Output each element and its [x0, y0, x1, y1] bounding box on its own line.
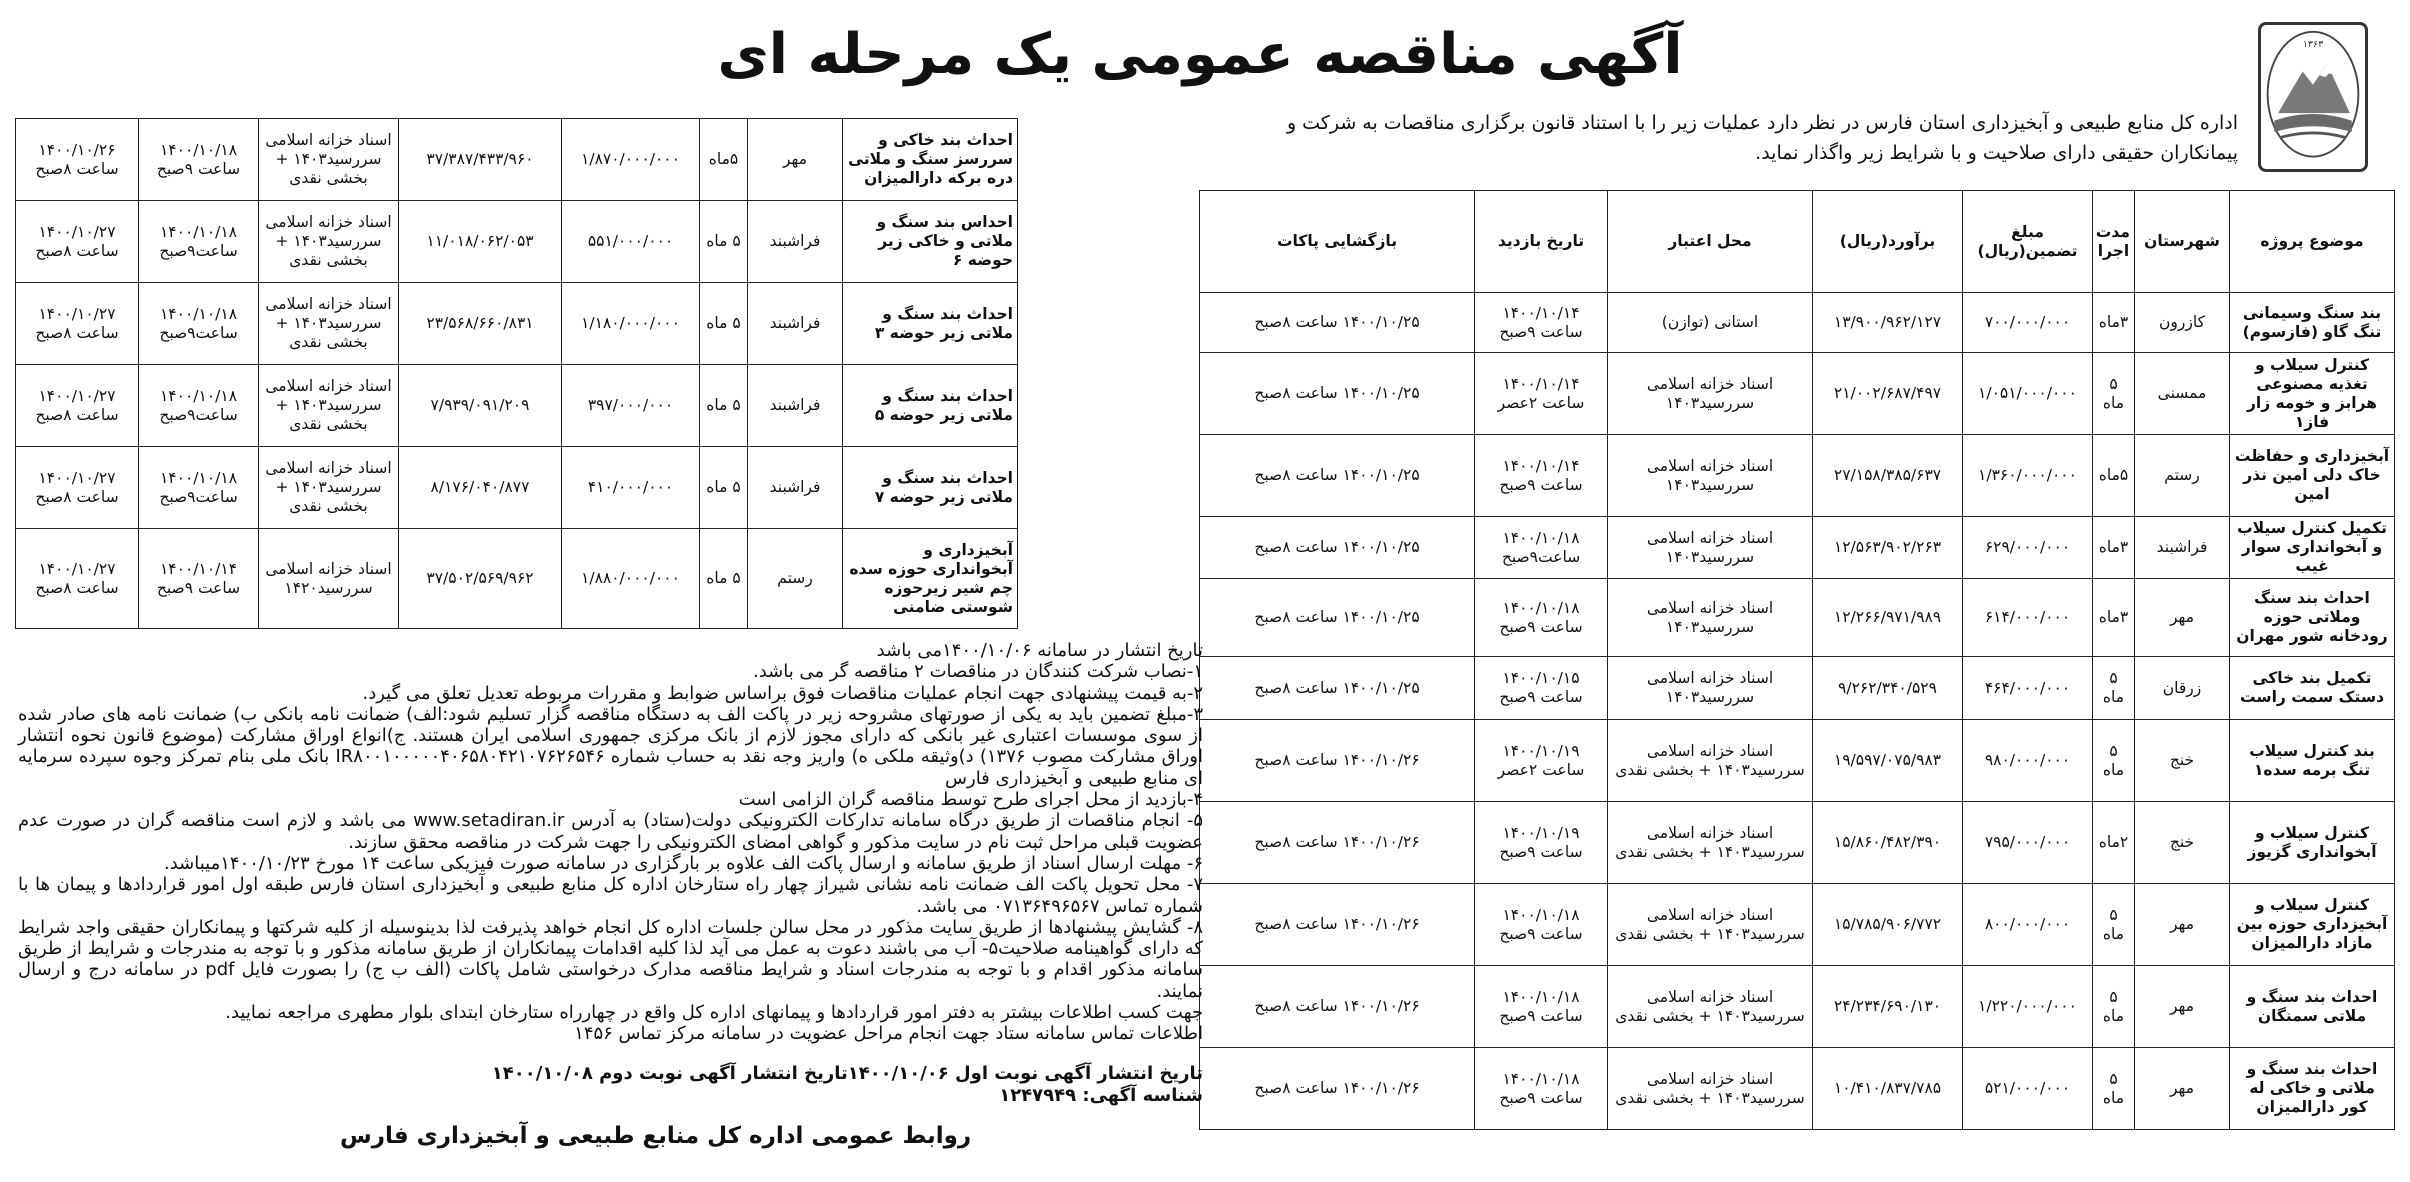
cell-duration: ۵ ماه: [700, 283, 748, 365]
cell-duration: ۵ ماه: [2093, 966, 2135, 1048]
cell-guarantee: ۱/۰۵۱/۰۰۰/۰۰۰: [1963, 353, 2093, 435]
cell-opening: ۱۴۰۰/۱۰/۲۶ ساعت ۸صبح: [16, 119, 139, 201]
cell-guarantee: ۹۸۰/۰۰۰/۰۰۰: [1963, 720, 2093, 802]
cell-visit: ۱۴۰۰/۱۰/۱۸ ساعت۹صبح: [139, 201, 259, 283]
cell-estimate: ۹/۲۶۲/۳۴۰/۵۲۹: [1813, 657, 1963, 720]
cell-duration: ۵ ماه: [2093, 1048, 2135, 1130]
cell-duration: ۵ ماه: [2093, 353, 2135, 435]
cell-funding: استانی (توازن): [1608, 293, 1813, 353]
cell-opening: ۱۴۰۰/۱۰/۲۷ ساعت ۸صبح: [16, 447, 139, 529]
cell-funding: اسناد خزانه اسلامی سررسید۱۴۰۳: [1608, 517, 1813, 579]
table-row: [16, 119, 1018, 201]
cell-project: تکمیل کنترل سیلاب و آبخوانداری سوار غیب: [2230, 517, 2395, 579]
cell-duration: ۵ ماه: [700, 447, 748, 529]
table-row: [1200, 517, 2395, 579]
cell-estimate: ۱۳/۹۰۰/۹۶۲/۱۲۷: [1813, 293, 1963, 353]
cell-project: تکمیل بند خاکی دستک سمت راست: [2230, 657, 2395, 720]
cell-visit: ۱۴۰۰/۱۰/۱۸ ساعت ۹صبح: [139, 119, 259, 201]
cell-visit: ۱۴۰۰/۱۰/۱۹ ساعت ۹صبح: [1475, 802, 1608, 884]
cell-estimate: ۸/۱۷۶/۰۴۰/۸۷۷: [399, 447, 562, 529]
table-header-row: [1200, 191, 2395, 293]
cell-estimate: ۱۲/۲۶۶/۹۷۱/۹۸۹: [1813, 579, 1963, 657]
cell-visit: ۱۴۰۰/۱۰/۱۴ ساعت ۹صبح: [1475, 435, 1608, 517]
cell-project: احداث بند خاکی و سررسز سنگ و ملاتی دره برکه دارالمیزان: [843, 119, 1018, 201]
cell-guarantee: ۵۲۱/۰۰۰/۰۰۰: [1963, 1048, 2093, 1130]
cell-funding: اسناد خزانه اسلامی سررسید۱۴۰۳ + بخشی نقدی: [259, 201, 399, 283]
cell-duration: ۳ماه: [2093, 293, 2135, 353]
note-line: جهت کسب اطلاعات بیشتر به دفتر امور قراردادها و پیمانهای اداره کل واقع در چهارراه ستارخان ابتدای بلوار مطهری مراجعه نمایید.: [225, 1002, 1203, 1024]
table-row: [1200, 353, 2395, 435]
notice-title: آگهی مناقصه عمومی یک مرحله ای: [717, 22, 1683, 87]
cell-funding: اسناد خزانه اسلامی سررسید۱۴۰۳ + بخشی نقدی: [259, 447, 399, 529]
cell-project: احداث بند سنگ و ملاتی و خاکی له کور دارالمیزان: [2230, 1048, 2395, 1130]
cell-opening: ۱۴۰۰/۱۰/۲۶ ساعت ۸صبح: [1200, 802, 1475, 884]
notice-id: شناسه آگهی: ۱۲۴۷۹۴۹: [999, 1085, 1203, 1106]
cell-estimate: ۲۱/۰۰۲/۶۸۷/۴۹۷: [1813, 353, 1963, 435]
cell-duration: ۵ ماه: [2093, 884, 2135, 966]
cell-project: بند سنگ وسیمانی تنگ گاو (فازسوم): [2230, 293, 2395, 353]
cell-visit: ۱۴۰۰/۱۰/۱۸ ساعت۹صبح: [139, 283, 259, 365]
cell-guarantee: ۷۰۰/۰۰۰/۰۰۰: [1963, 293, 2093, 353]
cell-city: زرقان: [2135, 657, 2230, 720]
table-row: [1200, 802, 2395, 884]
cell-project: بند کنترل سیلاب تنگ برمه سده۱: [2230, 720, 2395, 802]
cell-guarantee: ۶۱۴/۰۰۰/۰۰۰: [1963, 579, 2093, 657]
cell-duration: ۵ماه: [700, 119, 748, 201]
cell-project: احداس بند سنگ و ملاتی و خاکی زیر حوضه ۶: [843, 201, 1018, 283]
cell-visit: ۱۴۰۰/۱۰/۱۸ ساعت۹صبح: [1475, 517, 1608, 579]
cell-visit: ۱۴۰۰/۱۰/۱۴ ساعت ۹صبح: [1475, 293, 1608, 353]
cell-city: مهر: [2135, 966, 2230, 1048]
cell-guarantee: ۱/۸۸۰/۰۰۰/۰۰۰: [562, 529, 700, 629]
org-logo: [2258, 22, 2368, 172]
cell-funding: اسناد خزانه اسلامی سررسید۱۴۰۳ + بخشی نقدی: [1608, 966, 1813, 1048]
note-line: ۲-به قیمت پیشنهادی جهت انجام عملیات مناقصات فوق براساس ضوابط و مقررات مربوطه تعدیل تعلق می گیرد.: [362, 682, 1203, 704]
cell-guarantee: ۴۱۰/۰۰۰/۰۰۰: [562, 447, 700, 529]
cell-opening: ۱۴۰۰/۱۰/۲۵ ساعت ۸صبح: [1200, 579, 1475, 657]
cell-project: احداث بند سنگ و ملاتی زیر حوضه ۳: [843, 283, 1018, 365]
cell-visit: ۱۴۰۰/۱۰/۱۵ ساعت ۹صبح: [1475, 657, 1608, 720]
note-line: ۶- مهلت ارسال اسناد از طریق سامانه و ارسال پاکت الف علاوه بر بارگزاری در سامانه صورت فیزیکی ساعت ۱۴ مورخ ۱۴۰۰/۱۰/۲۳میباشد.: [164, 852, 1203, 874]
cell-visit: ۱۴۰۰/۱۰/۱۸ ساعت۹صبح: [139, 447, 259, 529]
tenders-table-right: [1199, 190, 2395, 1130]
note-line: اطلاعات تماس سامانه ستاد جهت انجام مراحل عضویت در سامانه مرکز تماس ۱۴۵۶: [574, 1023, 1203, 1045]
cell-opening: ۱۴۰۰/۱۰/۲۵ ساعت ۸صبح: [1200, 657, 1475, 720]
note-line: ۳-مبلغ تضمین باید به یکی از صورتهای مشروحه زیر در پاکت الف به دستگاه مناقصه گزار تسلیم شود:الف) ضمانت نامه بانکی ب) ضمانت نامه های صادر شده از سوی موسسات اعتباری غیر بانکی که دارای مجوز لازم از بانک مرکزی جمهوری اسلامی ایران هستند. ج)انواع اوراق مشارکت (موضوع قانون نحوه انتشار اوراق مشارکت مصوب ۱۳۷۶) د)وثیقه ملکی ه) واریز وجه نقد به حساب شماره IR۸۰۰۱۰۰۰۰۰۴۰۶۵۸۰۴۲۱۰۷۶۲۶۵۴۶ بانک ملی بنام تمرکز وجوه سپرده سرمایه ای منابع طبیعی و آبخیزداری فارس: [18, 703, 1203, 789]
cell-city: خنج: [2135, 720, 2230, 802]
table-row: [1200, 720, 2395, 802]
cell-duration: ۵ ماه: [2093, 657, 2135, 720]
table-row: [1200, 293, 2395, 353]
cell-guarantee: ۵۵۱/۰۰۰/۰۰۰: [562, 201, 700, 283]
cell-duration: ۵ ماه: [700, 201, 748, 283]
cell-estimate: ۱۵/۸۶۰/۴۸۲/۳۹۰: [1813, 802, 1963, 884]
table-row: [1200, 966, 2395, 1048]
note-line: ۱-نصاب شرکت کنندگان در مناقصات ۲ مناقصه گر می باشد.: [752, 661, 1203, 683]
cell-opening: ۱۴۰۰/۱۰/۲۵ ساعت ۸صبح: [1200, 517, 1475, 579]
cell-guarantee: ۷۹۵/۰۰۰/۰۰۰: [1963, 802, 2093, 884]
cell-city: فراشبند: [748, 201, 843, 283]
cell-city: فراشبند: [748, 283, 843, 365]
header-project: موضوع پروژه: [2230, 191, 2395, 293]
cell-funding: اسناد خزانه اسلامی سررسید۱۴۰۳ + بخشی نقدی: [259, 365, 399, 447]
cell-funding: اسناد خزانه اسلامی سررسید۱۴۰۳ + بخشی نقدی: [259, 283, 399, 365]
note-line: ۵- انجام مناقصات از طریق درگاه سامانه تدارکات الکترونیکی دولت(ستاد) به آدرس www.setadiran.ir می باشد و لازم است مناقصه گران در صورت عدم عضویت قبلی مراحل ثبت نام در سایت مذکور و گواهی امضای الکترونیکی را جهت شرکت در مناقصه محقق سازند.: [18, 810, 1204, 853]
note-line: ۴-بازدید از محل اجرای طرح توسط مناقصه گران الزامی است: [738, 789, 1203, 811]
cell-guarantee: ۱/۸۷۰/۰۰۰/۰۰۰: [562, 119, 700, 201]
cell-visit: ۱۴۰۰/۱۰/۱۸ ساعت۹صبح: [139, 365, 259, 447]
cell-estimate: ۱۹/۵۹۷/۰۷۵/۹۸۳: [1813, 720, 1963, 802]
header-guarantee: مبلغ تضمین(ریال): [1963, 191, 2093, 293]
cell-funding: اسناد خزانه اسلامی سررسید۱۴۰۳ + بخشی نقدی: [259, 119, 399, 201]
cell-project: کنترل سیلاب و تغذیه مصنوعی هرابز و خومه زار فاز۱: [2230, 353, 2395, 435]
cell-opening: ۱۴۰۰/۱۰/۲۵ ساعت ۸صبح: [1200, 435, 1475, 517]
tenders-table-left: [15, 118, 1018, 629]
cell-visit: ۱۴۰۰/۱۰/۱۸ ساعت ۹صبح: [1475, 1048, 1608, 1130]
cell-city: مهر: [2135, 579, 2230, 657]
header-city: شهرستان: [2135, 191, 2230, 293]
header-funding: محل اعتبار: [1608, 191, 1813, 293]
cell-opening: ۱۴۰۰/۱۰/۲۶ ساعت ۸صبح: [1200, 884, 1475, 966]
cell-visit: ۱۴۰۰/۱۰/۱۸ ساعت ۹صبح: [1475, 966, 1608, 1048]
cell-estimate: ۱۰/۴۱۰/۸۳۷/۷۸۵: [1813, 1048, 1963, 1130]
cell-project: احداث بند سنگ و ملاتی زیر حوضه ۵: [843, 365, 1018, 447]
header-estimate: برآورد(ریال): [1813, 191, 1963, 293]
cell-funding: اسناد خزانه اسلامی سررسید۱۴۰۳ + بخشی نقدی: [1608, 1048, 1813, 1130]
cell-funding: اسناد خزانه اسلامی سررسید۱۴۰۳: [1608, 657, 1813, 720]
cell-duration: ۵ ماه: [700, 529, 748, 629]
table-row: [1200, 1048, 2395, 1130]
cell-opening: ۱۴۰۰/۱۰/۲۶ ساعت ۸صبح: [1200, 720, 1475, 802]
cell-city: مهر: [748, 119, 843, 201]
cell-project: آبخیزداری و حفاظت خاک دلی امین نذر امین: [2230, 435, 2395, 517]
cell-duration: ۲ماه: [2093, 802, 2135, 884]
cell-guarantee: ۱/۲۲۰/۰۰۰/۰۰۰: [1963, 966, 2093, 1048]
cell-city: رستم: [2135, 435, 2230, 517]
header-visit: تاریخ بازدید: [1475, 191, 1608, 293]
cell-estimate: ۳۷/۵۰۲/۵۶۹/۹۶۲: [399, 529, 562, 629]
publication-info: [18, 1063, 1203, 1107]
table-row: [1200, 579, 2395, 657]
cell-guarantee: ۱/۳۶۰/۰۰۰/۰۰۰: [1963, 435, 2093, 517]
cell-estimate: ۲۷/۱۵۸/۳۸۵/۶۳۷: [1813, 435, 1963, 517]
cell-estimate: ۱۵/۷۸۵/۹۰۶/۷۷۲: [1813, 884, 1963, 966]
cell-guarantee: ۶۲۹/۰۰۰/۰۰۰: [1963, 517, 2093, 579]
cell-duration: ۵ ماه: [2093, 720, 2135, 802]
table-row: [16, 447, 1018, 529]
signature: روابط عمومی اداره کل منابع طبیعی و آبخیزداری فارس: [340, 1123, 972, 1149]
cell-visit: ۱۴۰۰/۱۰/۱۴ ساعت ۹صبح: [139, 529, 259, 629]
cell-duration: ۳ماه: [2093, 517, 2135, 579]
cell-opening: ۱۴۰۰/۱۰/۲۷ ساعت ۸صبح: [16, 201, 139, 283]
cell-duration: ۵ماه: [2093, 435, 2135, 517]
cell-funding: اسناد خزانه اسلامی سررسید۱۴۰۳ + بخشی نقدی: [1608, 884, 1813, 966]
cell-city: رستم: [748, 529, 843, 629]
cell-opening: ۱۴۰۰/۱۰/۲۵ ساعت ۸صبح: [1200, 353, 1475, 435]
cell-funding: اسناد خزانه اسلامی سررسید۱۴۰۳: [1608, 435, 1813, 517]
table-row: [16, 201, 1018, 283]
cell-city: مهر: [2135, 884, 2230, 966]
cell-project: احداث بند سنگ و ملاتی سمنگان: [2230, 966, 2395, 1048]
cell-funding: اسناد خزانه اسلامی سررسید۱۴۰۳ + بخشی نقدی: [1608, 802, 1813, 884]
cell-guarantee: ۱/۱۸۰/۰۰۰/۰۰۰: [562, 283, 700, 365]
header-opening: بازگشایی پاکات: [1200, 191, 1475, 293]
cell-project: کنترل سیلاب و آبخوانداری گزیوز: [2230, 802, 2395, 884]
cell-project: آبخیزداری و آبخوانداری حوزه سده چم شیر زیرحوزه شوستی ضامنی: [843, 529, 1018, 629]
note-line: تاریخ انتشار در سامانه ۱۴۰۰/۱۰/۰۶می باشد: [876, 640, 1203, 661]
cell-visit: ۱۴۰۰/۱۰/۱۸ ساعت ۹صبح: [1475, 884, 1608, 966]
mountain-logo-icon: [2261, 25, 2365, 169]
logo-year: ۱۳۶۳: [2302, 38, 2324, 50]
notice-conditions: [18, 640, 1203, 1045]
cell-funding: اسناد خزانه اسلامی سررسید۱۴۰۳: [1608, 353, 1813, 435]
cell-visit: ۱۴۰۰/۱۰/۱۸ ساعت ۹صبح: [1475, 579, 1608, 657]
cell-project: کنترل سیلاب و آبخیزداری حوزه بین مازاد دارالمیزان: [2230, 884, 2395, 966]
cell-opening: ۱۴۰۰/۱۰/۲۵ ساعت ۸صبح: [1200, 293, 1475, 353]
intro-text: اداره کل منابع طبیعی و آبخیزداری استان فارس در نظر دارد عملیات زیر را با استناد قانون برگزاری مناقصات به شرکت و پیمانکاران حقیقی دارای صلاحیت و با شرایط زیر واگذار نماید.: [1286, 112, 2238, 164]
cell-project: احداث بند سنگ وملاتی حوزه رودخانه شور مهران: [2230, 579, 2395, 657]
cell-guarantee: ۳۹۷/۰۰۰/۰۰۰: [562, 365, 700, 447]
cell-estimate: ۳۷/۳۸۷/۴۳۳/۹۶۰: [399, 119, 562, 201]
table-row: [16, 529, 1018, 629]
cell-project: احداث بند سنگ و ملاتی زیر حوضه ۷: [843, 447, 1018, 529]
cell-guarantee: ۴۶۴/۰۰۰/۰۰۰: [1963, 657, 2093, 720]
cell-visit: ۱۴۰۰/۱۰/۱۹ ساعت ۲عصر: [1475, 720, 1608, 802]
cell-estimate: ۱۱/۰۱۸/۰۶۲/۰۵۳: [399, 201, 562, 283]
table-row: [1200, 884, 2395, 966]
cell-opening: ۱۴۰۰/۱۰/۲۷ ساعت ۸صبح: [16, 365, 139, 447]
cell-guarantee: ۸۰۰/۰۰۰/۰۰۰: [1963, 884, 2093, 966]
cell-estimate: ۲۳/۵۶۸/۶۶۰/۸۳۱: [399, 283, 562, 365]
table-row: [1200, 435, 2395, 517]
header-duration: مدت اجرا: [2093, 191, 2135, 293]
cell-visit: ۱۴۰۰/۱۰/۱۴ ساعت ۲عصر: [1475, 353, 1608, 435]
cell-opening: ۱۴۰۰/۱۰/۲۷ ساعت ۸صبح: [16, 283, 139, 365]
table-row: [16, 365, 1018, 447]
cell-city: فراشبند: [748, 447, 843, 529]
cell-opening: ۱۴۰۰/۱۰/۲۷ ساعت ۸صبح: [16, 529, 139, 629]
cell-estimate: ۲۴/۲۳۴/۶۹۰/۱۳۰: [1813, 966, 1963, 1048]
cell-city: خنج: [2135, 802, 2230, 884]
cell-funding: اسناد خزانه اسلامی سررسید۱۴۲۰: [259, 529, 399, 629]
cell-duration: ۳ماه: [2093, 579, 2135, 657]
cell-duration: ۵ ماه: [700, 365, 748, 447]
cell-city: فراشبند: [748, 365, 843, 447]
table-row: [1200, 657, 2395, 720]
cell-city: ممسنی: [2135, 353, 2230, 435]
cell-city: کازرون: [2135, 293, 2230, 353]
cell-opening: ۱۴۰۰/۱۰/۲۶ ساعت ۸صبح: [1200, 966, 1475, 1048]
note-line: ۸- گشایش پیشنهادها از طریق سایت مذکور در محل سالن جلسات اداره کل انجام خواهد پذیرفت لذا بدینوسیله از کلیه شرکتها و پیمانکاران حقیقی واجد شرایط که دارای گواهینامه صلاحیت۵- آب می باشند دعوت به عمل می آید لذا کلیه اقدامات پیمانکاران از طریق سامانه مذکور و با توجه به مندرجات و شرایط از طریق سامانه مذکور اقدام و با توجه به مندرجات اسناد و شرایط مناقصه مدارک درخواستی شامل پاکات (الف ب ج) را بصورت فایل pdf در سامانه درج و ارسال نمایند.: [18, 916, 1203, 1002]
cell-city: مهر: [2135, 1048, 2230, 1130]
cell-funding: اسناد خزانه اسلامی سررسید۱۴۰۳ + بخشی نقدی: [1608, 720, 1813, 802]
cell-estimate: ۱۲/۵۶۳/۹۰۲/۲۶۳: [1813, 517, 1963, 579]
note-line: ۷- محل تحویل پاکت الف ضمانت نامه نشانی شیراز چهار راه ستارخان اداره کل منابع طبیعی و آبخیزداری استان فارس طبقه اول امور قراردادها و پیمان ها با شماره تماس ۰۷۱۳۶۴۹۶۵۶۷ می باشد.: [18, 874, 1203, 917]
cell-estimate: ۷/۹۳۹/۰۹۱/۲۰۹: [399, 365, 562, 447]
cell-opening: ۱۴۰۰/۱۰/۲۶ ساعت ۸صبح: [1200, 1048, 1475, 1130]
publication-dates: تاریخ انتشار آگهی نوبت اول ۱۴۰۰/۱۰/۰۶تاریخ انتشار آگهی نوبت دوم ۱۴۰۰/۱۰/۰۸: [491, 1063, 1203, 1084]
cell-funding: اسناد خزانه اسلامی سررسید۱۴۰۳: [1608, 579, 1813, 657]
table-row: [16, 283, 1018, 365]
cell-city: فراشبند: [2135, 517, 2230, 579]
